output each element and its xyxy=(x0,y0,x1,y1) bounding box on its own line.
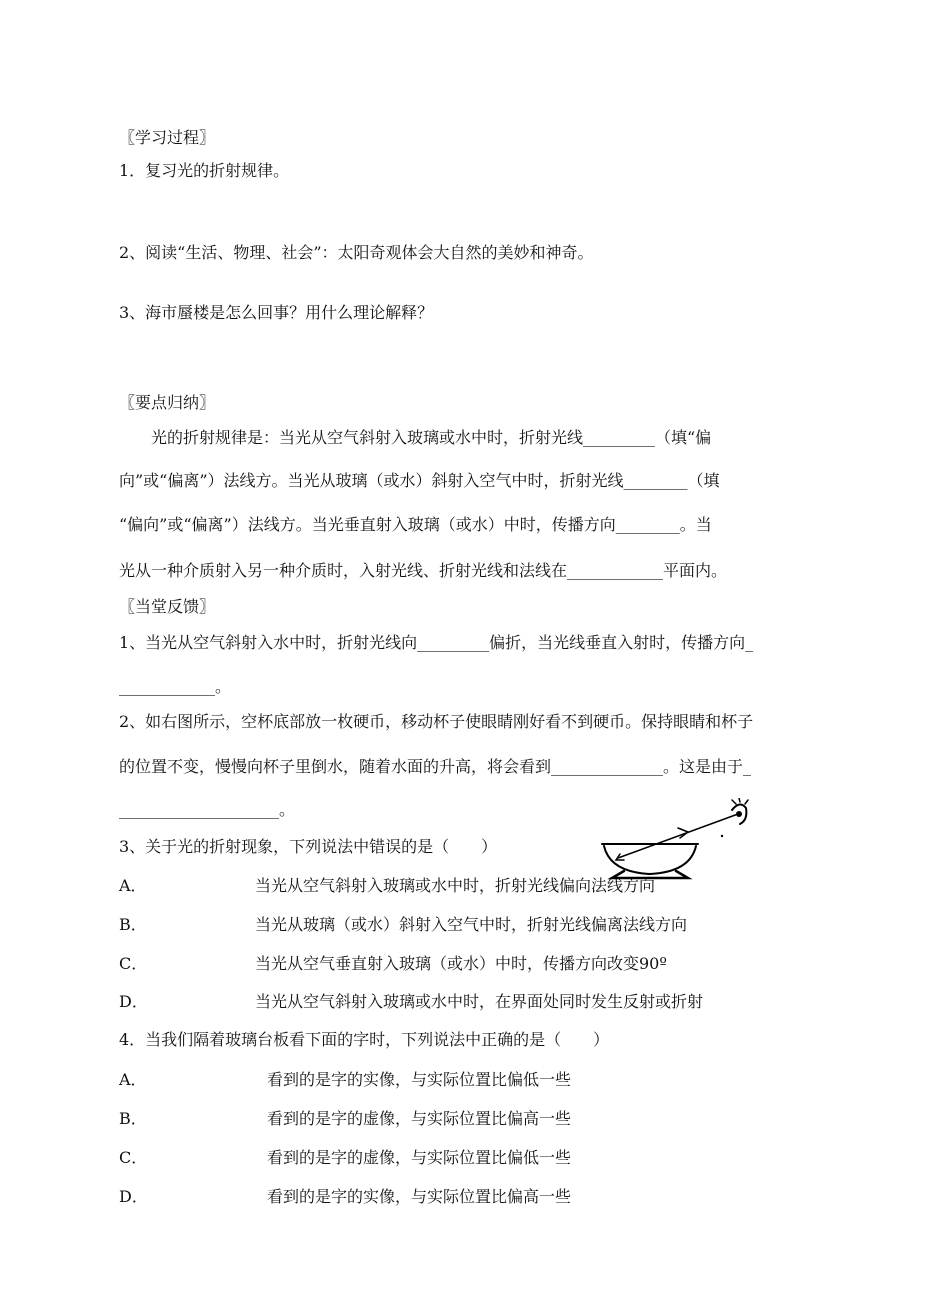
eye-lash-icon xyxy=(732,798,748,804)
q4-option-a xyxy=(119,1070,571,1090)
option-text: 看到的是字的虚像，与实际位置比偏高一些 xyxy=(267,1109,572,1128)
option-letter: C． xyxy=(119,954,148,973)
feedback-q2-line-1: 2、如右图所示，空杯底部放一枚硬币，移动杯子使眼睛刚好看不到硬币。保持眼睛和杯子 xyxy=(119,712,754,731)
q4-option-b xyxy=(119,1109,571,1129)
option-letter: A． xyxy=(119,1070,147,1089)
section-heading-process: 〖学习过程〗 xyxy=(119,128,216,147)
feedback-q1-line-2: ____________。 xyxy=(119,677,232,696)
process-item-3: 3、海市蜃楼是怎么回事？用什么理论解释？ xyxy=(119,303,434,322)
process-item-1: 1．复习光的折射规律。 xyxy=(119,161,290,180)
q3-option-a xyxy=(119,876,655,896)
option-text: 当光从玻璃（或水）斜射入空气中时，折射光线偏离法线方向 xyxy=(255,915,688,934)
q3-option-d xyxy=(119,992,703,1012)
light-ray xyxy=(618,814,738,858)
q3-option-b xyxy=(119,915,687,935)
q4-option-d xyxy=(119,1187,571,1207)
option-letter: C． xyxy=(119,1148,148,1167)
option-letter: B． xyxy=(119,1109,147,1128)
option-letter: A． xyxy=(119,876,147,895)
option-letter: D． xyxy=(119,1187,148,1206)
feedback-q2-line-3: ____________________。 xyxy=(119,800,296,819)
keypoints-line-1: 光的折射规律是：当光从空气斜射入玻璃或水中时，折射光线_________（填“偏 xyxy=(119,428,712,447)
option-letter: D． xyxy=(119,992,148,1011)
section-heading-keypoints: 〖要点归纳〗 xyxy=(119,393,216,412)
keypoints-line-3: “偏向”或“偏离”）法线方。当光垂直射入玻璃（或水）中时，传播方向________。当 xyxy=(119,515,712,534)
keypoints-line-4: 光从一种介质射入另一种介质时，入射光线、折射光线和法线在____________平面内。 xyxy=(119,561,728,580)
ray-arrow-icon xyxy=(678,828,688,838)
eye-pupil-icon xyxy=(736,811,742,817)
q4-stem: 4．当我们隔着玻璃台板看下面的字时，下列说法中正确的是（ ） xyxy=(119,1030,610,1049)
option-text: 当光从空气斜射入玻璃或水中时，折射光线偏向法线方向 xyxy=(255,876,656,895)
option-text: 看到的是字的实像，与实际位置比偏低一些 xyxy=(267,1070,572,1089)
mark-dot-icon xyxy=(721,835,723,837)
option-text: 看到的是字的虚像，与实际位置比偏低一些 xyxy=(267,1148,572,1167)
q3-option-c xyxy=(119,954,667,974)
keypoints-line-2: 向”或“偏离”）法线方。当光从玻璃（或水）斜射入空气中时，折射光线________（填 xyxy=(119,471,720,490)
option-text: 当光从空气斜射入玻璃或水中时，在界面处同时发生反射或折射 xyxy=(255,992,704,1011)
process-item-2: 2、阅读“生活、物理、社会”：太阳奇观体会大自然的美妙和神奇。 xyxy=(119,243,594,262)
feedback-q2-line-2: 的位置不变，慢慢向杯子里倒水，随着水面的升高，将会看到______________。这是由于_ xyxy=(119,757,752,776)
q4-option-c xyxy=(119,1148,571,1168)
section-heading-feedback: 〖当堂反馈〗 xyxy=(119,597,216,616)
option-text: 当光从空气垂直射入玻璃（或水）中时，传播方向改变90º xyxy=(255,954,667,973)
feedback-q1-line-1: 1、当光从空气斜射入水中时，折射光线向_________偏折，当光线垂直入射时，传播方向_ xyxy=(119,633,754,652)
q3-stem: 3、关于光的折射现象，下列说法中错误的是（ ） xyxy=(119,837,498,856)
option-text: 看到的是字的实像，与实际位置比偏高一些 xyxy=(267,1187,572,1206)
bowl-coin-eye-figure xyxy=(600,798,752,880)
option-letter: B． xyxy=(119,915,147,934)
